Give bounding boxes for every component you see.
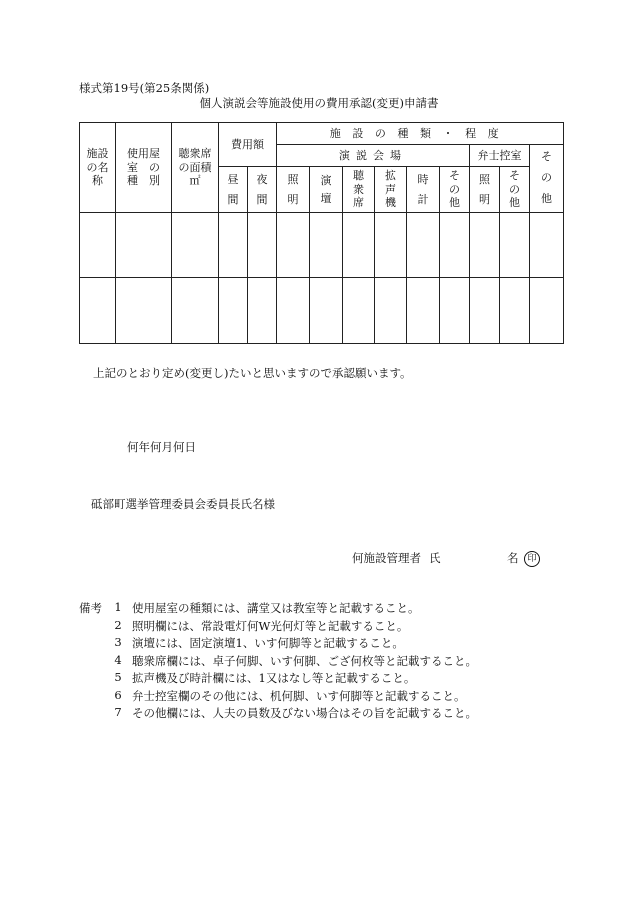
header-night: 夜 間 bbox=[248, 167, 277, 213]
entry-cell[interactable] bbox=[500, 213, 530, 278]
date-line: 何年何月何日 bbox=[127, 440, 196, 454]
entry-cell[interactable] bbox=[375, 213, 407, 278]
addressee: 砥部町選挙管理委員会委員長氏名様 bbox=[91, 497, 275, 511]
entry-cell[interactable] bbox=[277, 213, 310, 278]
applicant-label: 何施設管理者 bbox=[352, 551, 421, 565]
entry-cell[interactable] bbox=[343, 213, 375, 278]
header-speaker-room: 弁士控室 bbox=[470, 145, 530, 167]
header-day: 昼 間 bbox=[219, 167, 248, 213]
application-table bbox=[79, 122, 564, 344]
header-clock: 時 計 bbox=[407, 167, 440, 213]
header-lighting: 照 明 bbox=[277, 167, 310, 213]
entry-cell[interactable] bbox=[440, 213, 470, 278]
entry-cell[interactable] bbox=[172, 213, 219, 278]
entry-cell[interactable] bbox=[310, 278, 343, 344]
entry-cell[interactable] bbox=[470, 213, 500, 278]
entry-cell[interactable] bbox=[248, 278, 277, 344]
form-number: 様式第19号(第25条関係) bbox=[79, 81, 210, 95]
header-hall-other: その他 bbox=[440, 167, 470, 213]
entry-cell[interactable] bbox=[375, 278, 407, 344]
entry-cell[interactable] bbox=[80, 278, 116, 344]
entry-cell[interactable] bbox=[500, 278, 530, 344]
entry-cell[interactable] bbox=[343, 278, 375, 344]
table-row bbox=[80, 278, 564, 344]
entry-cell[interactable] bbox=[116, 213, 172, 278]
table-row bbox=[80, 213, 564, 278]
entry-cell[interactable] bbox=[172, 278, 219, 344]
name-label-end: 名 bbox=[507, 551, 519, 565]
header-cost: 費用額 bbox=[219, 123, 277, 167]
entry-cell[interactable] bbox=[219, 278, 248, 344]
header-hall: 演説会場 bbox=[277, 145, 470, 167]
entry-cell[interactable] bbox=[440, 278, 470, 344]
document-title: 個人演説会等施設使用の費用承認(変更)申請書 bbox=[199, 96, 439, 110]
entry-cell[interactable] bbox=[470, 278, 500, 344]
seal-mark: 印 bbox=[524, 551, 540, 567]
entry-cell[interactable] bbox=[407, 278, 440, 344]
entry-cell[interactable] bbox=[277, 278, 310, 344]
header-audience-area: 聴衆席 の面積 ㎡ bbox=[172, 123, 219, 213]
entry-cell[interactable] bbox=[530, 213, 564, 278]
header-audience-seats: 聴衆席 bbox=[343, 167, 375, 213]
applicant-signature-line bbox=[352, 551, 537, 565]
header-room-type: 使用屋 室 の 種 別 bbox=[116, 123, 172, 213]
approval-statement: 上記のとおり定め(変更し)たいと思いますので承認願います。 bbox=[93, 366, 412, 380]
entry-cell[interactable] bbox=[530, 278, 564, 344]
header-facility-name: 施設の名称 bbox=[80, 123, 116, 213]
header-loudspeaker: 拡声機 bbox=[375, 167, 407, 213]
entry-cell[interactable] bbox=[407, 213, 440, 278]
entry-cell[interactable] bbox=[310, 213, 343, 278]
entry-cell[interactable] bbox=[248, 213, 277, 278]
name-label: 氏 bbox=[429, 551, 441, 565]
header-room-other: その他 bbox=[500, 167, 530, 213]
header-podium: 演壇 bbox=[310, 167, 343, 213]
header-room-lighting: 照 明 bbox=[470, 167, 500, 213]
header-other: その他 bbox=[530, 145, 564, 213]
entry-cell[interactable] bbox=[116, 278, 172, 344]
header-facility-types: 施設の種類・程度 bbox=[277, 123, 564, 145]
notes-heading: 備考 bbox=[79, 601, 102, 615]
entry-cell[interactable] bbox=[80, 213, 116, 278]
entry-cell[interactable] bbox=[219, 213, 248, 278]
